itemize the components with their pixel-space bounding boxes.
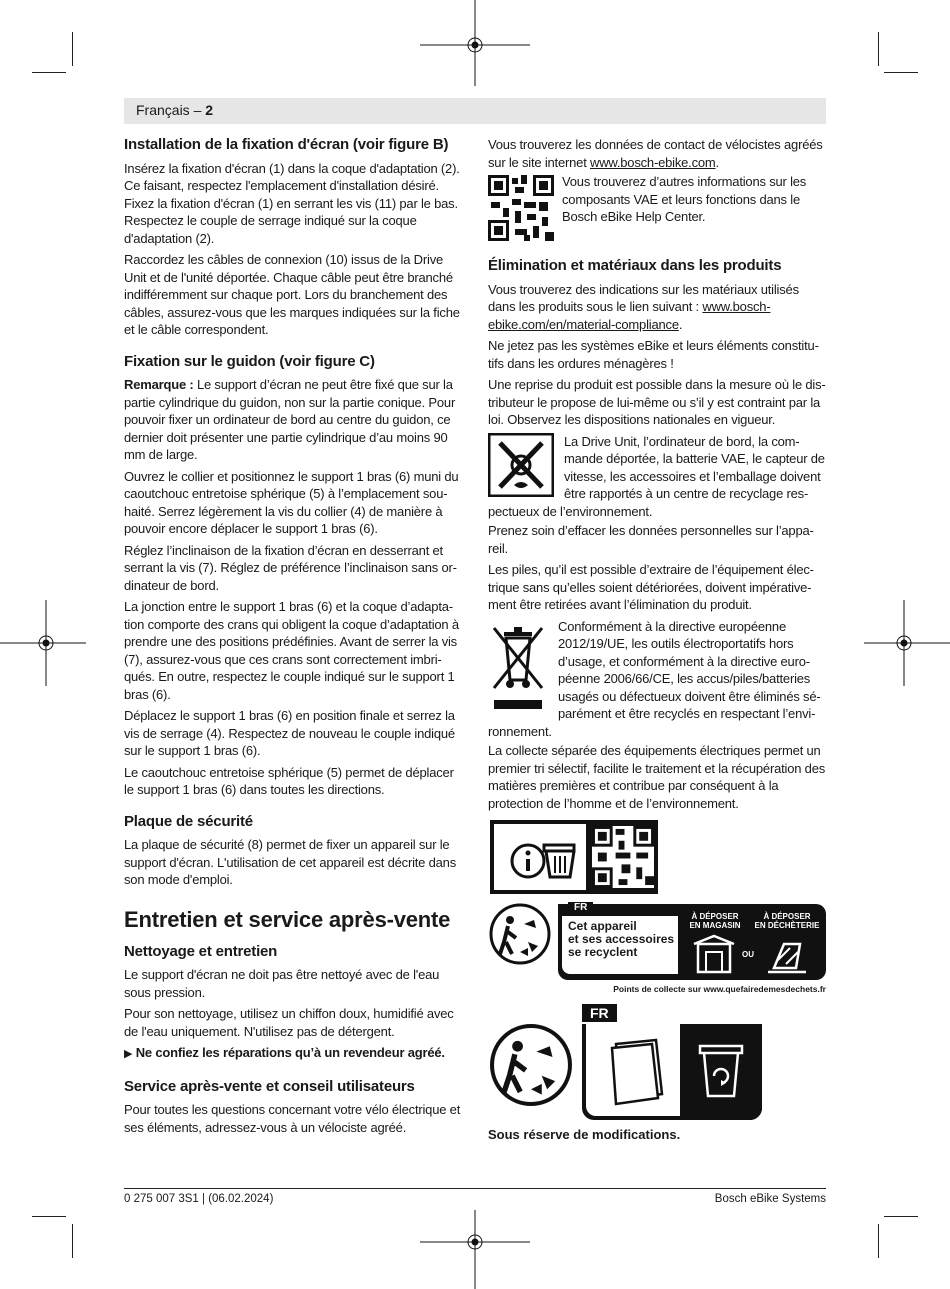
- paragraph: Insérez la fixation d'écran (1) dans la coque d'adaptation (2). Ce faisant, respectez l'emplacement d'installation désiré. Fixez la fixation d'écran (1) en serrant les vis (11) par le bas. Respectez le couple de serrage indiqué sur la coque d'adaptation (2).: [124, 160, 460, 246]
- triman-ou: OU: [742, 950, 754, 959]
- paragraph: Les piles, qu’il est possible d’extraire de l’équipement électrique sans qu’elles soient détériorées, doivent impérativement être retirées avant l’élimination du produit.: [488, 562, 814, 612]
- paragraph: Le support d'écran ne doit pas être nettoyé avec de l'eau sous pression.: [124, 967, 440, 1000]
- triman-logo-icon: [488, 902, 552, 966]
- store-icon: [692, 934, 736, 976]
- text: .: [715, 154, 719, 170]
- decheterie-icon: [764, 934, 810, 976]
- paragraph: Déplacez le support 1 bras (6) en position finale et serrez la vis de serrage (4). Respectez de nouveau le couple indiqué sur le support 1 bras (6).: [124, 708, 455, 758]
- qr-code-icon[interactable]: [488, 175, 554, 241]
- triman-paper-box: [582, 1024, 762, 1120]
- section-title-elimination: Élimination et matériaux dans les produits: [488, 257, 782, 274]
- crop-mark: [32, 72, 66, 73]
- triman-banner: [488, 900, 826, 1000]
- paragraph: Ouvrez le collier et positionnez le support 1 bras (6) muni du caoutchouc entretoise sphérique (5) à l’emplacement souhaité. Serrez légèrement la vis du collier (4) de manière à pouvoir encore déplacer le support 1 bras (6).: [124, 468, 459, 536]
- paragraph: La plaque de sécurité (8) permet de fixer un appareil sur le support d'écran. L'utilisation de cet appareil est décrite dans son mode d'emploi.: [124, 837, 457, 887]
- paragraph: [488, 136, 828, 171]
- triman-bin-panel: [680, 1024, 762, 1120]
- no-household-waste-icon: [488, 433, 554, 497]
- info-tri-box: [490, 820, 658, 894]
- header-separator: –: [189, 102, 206, 118]
- left-column: [124, 128, 464, 1140]
- warning-paragraph: [124, 1044, 464, 1064]
- chapter-title: Entretien et service après-vente: [124, 906, 451, 932]
- section-title-guidon: Fixation sur le guidon (voir figure C): [124, 352, 375, 370]
- help-center-text: Vous trouverez d’autres informations sur les composants VAE et leurs fonctions dans le Bosch eBike Help Center.: [562, 174, 807, 224]
- triman-logo-icon-2: [488, 1022, 574, 1108]
- paragraph: Réglez l’inclinaison de la fixation d’écran en desserrant et serrant la vis (7). Réglez de préférence l’inclinaison sans ordinateur de bord.: [124, 542, 457, 593]
- recycle-bin-icon: [696, 1042, 746, 1102]
- registration-line-left-v: [45, 600, 47, 686]
- footer-brand: Bosch eBike Systems: [714, 1193, 826, 1205]
- weee-text: Conformément à la directive européenne 2012/19/UE, les outils électroportatifs hors d’usage, et conformément à la directive européenne 2006/66/CE, les accus/piles/batteries usagés ou défectueux doivent être éliminés séparément et être recyclés en respectant l’environnement.: [488, 618, 821, 739]
- recycle-text: La Drive Unit, l’ordinateur de bord, la commande déportée, la batterie VAE, le capteur de vitesse, les accessoires et l’emballage doivent être rapportés à un centre de recyclage respectueux de l’environnement.: [488, 433, 825, 519]
- recycle-block: [488, 433, 828, 521]
- registration-line-bottom-v: [474, 1210, 476, 1289]
- triman-text-line: et ses accessoires: [568, 932, 675, 946]
- paragraph: Ne jetez pas les systèmes eBike et leurs éléments constitutifs dans les ordures ménagères !: [488, 338, 819, 371]
- registration-line-left: [0, 642, 86, 644]
- crop-mark: [72, 32, 73, 66]
- registration-line-top-v: [474, 0, 476, 86]
- triman-points-text: Points de collecte sur www.quefairedemesdechets.fr: [613, 984, 826, 994]
- warning-text: Ne confiez les réparations qu’à un revendeur agréé.: [135, 1045, 445, 1060]
- triman-fr-badge: FR: [568, 902, 593, 913]
- info-recycle-bin-icon: [500, 829, 580, 885]
- triman-decheterie-label: [750, 912, 824, 930]
- text: Vous trouverez des indications sur les matériaux utilisés dans les produits sous le lien suivant :: [488, 281, 799, 314]
- label-line: À DÉPOSER: [691, 912, 739, 921]
- crop-mark: [878, 32, 879, 66]
- page-footer: [124, 1188, 826, 1205]
- note-text: Le support d’écran ne peut être fixé que sur la partie cylindrique du guidon, non sur la partie conique. Pour pouvoir fixer un ordinateur de bord au centre du guidon, ce dernier doit présenter une partie cylindrique d’au moins 90 mm de large.: [124, 377, 456, 462]
- paragraph: Prenez soin d’effacer les données personnelles sur l’appareil.: [488, 523, 814, 556]
- label-line: À DÉPOSER: [763, 912, 811, 921]
- note-paragraph: [124, 376, 464, 464]
- paragraph: Pour toutes les questions concernant votre vélo électrique et ses éléments, adressez-vous à un vélociste agréé.: [124, 1102, 461, 1135]
- triman-white-text-box: [562, 916, 678, 974]
- crossed-bin-icon: [488, 618, 548, 718]
- crop-mark: [72, 1224, 73, 1258]
- paper-sheets-icon: [606, 1036, 670, 1106]
- registration-line-right: [864, 642, 950, 644]
- section-title-plaque: Plaque de sécurité: [124, 812, 253, 830]
- triangle-bullet-icon: ▶: [124, 1048, 133, 1060]
- footer-doc-number: 0 275 007 3S1 | (06.02.2024): [124, 1193, 274, 1205]
- triman-paper-banner: [488, 1004, 828, 1122]
- weee-block: [488, 618, 828, 741]
- right-column: [488, 136, 828, 816]
- bosch-ebike-link[interactable]: www.bosch-ebike.com: [590, 154, 716, 170]
- text: .: [678, 316, 683, 332]
- text: Vous trouverez les données de contact de vélocistes agréés sur le site internet: [488, 137, 823, 170]
- triman-black-box: [558, 904, 826, 980]
- triman-fr-tag: FR: [582, 1004, 617, 1022]
- triman-text-line: Cet appareil: [568, 919, 637, 933]
- section-title-nettoyage: Nettoyage et entretien: [124, 942, 278, 960]
- crop-mark: [884, 1216, 918, 1217]
- help-center-block: [488, 175, 828, 241]
- info-tri-white-panel: [494, 824, 586, 890]
- triman-text-line: se recyclent: [568, 945, 638, 959]
- note-label: Remarque :: [124, 377, 194, 392]
- paragraph: La jonction entre le support 1 bras (6) et la coque d’adaptation comporte des crans qui obligent la coque d’adaptation à prendre une des positions prédéfinies. Avant de serrer la vis (7), assurez-vous que ces crans sont correctement imbriqués. En outre, respectez le couple indiqué sur le support 1 bras (6).: [124, 599, 459, 702]
- paragraph: Le caoutchouc entretoise sphérique (5) permet de déplacer le support 1 bras (6) dans toutes les directions.: [124, 764, 454, 797]
- info-tri-qr-icon[interactable]: [592, 826, 654, 888]
- crop-mark: [884, 72, 918, 73]
- paragraph: Pour son nettoyage, utilisez un chiffon doux, humidifié avec de l'eau uniquement. N'utilisez pas de détergent.: [124, 1006, 454, 1039]
- reserve-text: Sous réserve de modifications.: [488, 1127, 681, 1142]
- material-compliance-link[interactable]: www.bosch-ebike.com/en/material-compliance: [488, 299, 771, 332]
- header-language: Français: [136, 102, 190, 118]
- section-title-installation: Installation de la fixation d'écran (voir figure B): [124, 136, 449, 153]
- label-line: EN MAGASIN: [689, 921, 741, 930]
- crop-mark: [878, 1224, 879, 1258]
- label-line: EN DÉCHÈTERIE: [754, 921, 820, 930]
- paragraph: Une reprise du produit est possible dans la mesure où le distributeur le propose de lui-même ou s’il y est contraint par la loi. Observez les dispositions nationales en vigueur.: [488, 377, 826, 427]
- triman-magasin-label: [682, 912, 748, 930]
- section-title-service: Service après-vente et conseil utilisateurs: [124, 1077, 415, 1095]
- page-number: 2: [205, 102, 214, 118]
- paragraph: La collecte séparée des équipements électriques permet un premier tri sélectif, facilite le traitement et la récupération des matières premières et contribue par conséquent à la protection de l’homme et de l’environnement.: [488, 743, 826, 811]
- page-header-text: [136, 102, 213, 118]
- paragraph: Raccordez les câbles de connexion (10) issus de la Drive Unit et de l'unité déportée. Chaque câble peut être branché indifféremment sur chaque port. Lors du branchement des câbles, assurez-vous que les marques indiquées sur la fiche et le câble correspondent.: [124, 252, 460, 337]
- page-header: [124, 98, 826, 124]
- crop-mark: [32, 1216, 66, 1217]
- paragraph: [488, 281, 828, 334]
- registration-line-right-v: [903, 600, 905, 686]
